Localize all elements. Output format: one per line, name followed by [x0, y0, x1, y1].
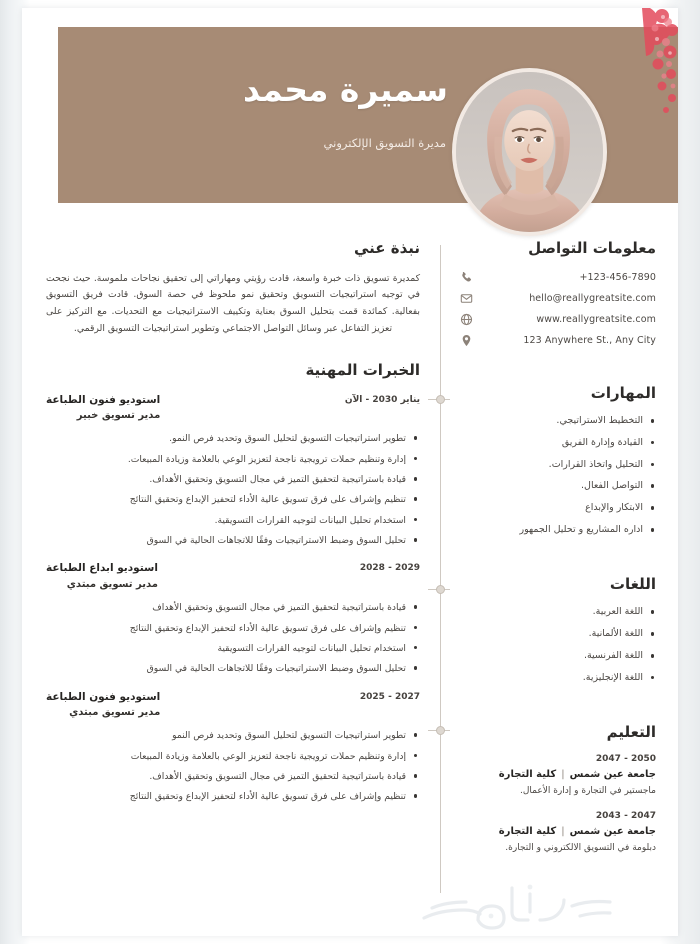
experience-entry-header — [46, 690, 420, 721]
education-heading-label: التعليم — [606, 722, 656, 741]
experience-bullet-item: استخدام تحليل البيانات لتوجيه القرارات التسويقية — [46, 642, 420, 655]
language-item: اللغة العربية. — [460, 606, 656, 619]
email-icon — [460, 292, 473, 305]
education-faculty: كلية التجارة — [498, 826, 557, 838]
experience-role: مدير تسويق خبير — [76, 410, 161, 422]
education-degree: ماجستير في التجارة و إدارة الأعمال. — [520, 786, 656, 797]
resume-page — [22, 8, 678, 936]
section-heading-skills — [460, 385, 656, 402]
resume-content — [22, 240, 678, 900]
phone-icon — [460, 271, 473, 284]
experience-entry — [46, 561, 420, 675]
contact-website-value: www.reallygreatsite.com — [536, 313, 656, 325]
experience-dates: 2025 - 2027 — [359, 691, 420, 702]
divider-node — [436, 395, 445, 404]
contact-item-address[interactable] — [460, 334, 656, 347]
education-entry — [460, 754, 656, 798]
watermark-text — [516, 925, 517, 927]
main-column — [46, 240, 420, 818]
skills-list — [460, 415, 656, 537]
column-divider — [440, 245, 441, 893]
experience-titles — [46, 561, 158, 592]
contact-list — [460, 271, 656, 347]
education-years: 2047 - 2050 — [595, 754, 656, 765]
education-institution — [460, 768, 656, 782]
education-degree: دبلومة في التسويق الالكتروني و التجارة. — [505, 843, 656, 854]
about-paragraph: كمديرة تسويق ذات خبرة واسعة، قادت رؤيتي ومهاراتي إلى تحقيق نجاحات ملموسة. حيث نجحت في توجيه استراتيجيات التسويق وتحقيق نمو ملحوظ في حصة السوق. قادت فريق التسويق بفعالية. كمائدة قمت بتحليل السوق بعناية وتكييف الاستراتيجيات مع التحديات. مع التركيز على تعزيز التفاعل عبر وسائل التواصل الاجتماعي وتطوير استراتيجيات التسويق الرقمي. — [46, 272, 420, 335]
experience-organization: استوديو فنون الطباعة — [46, 393, 161, 406]
languages-list — [460, 606, 656, 684]
avatar — [452, 68, 607, 236]
experience-bullet-item: تنظيم وإشراف على فرق تسويق عالية الأداء لتحفيز الإبداع وتحقيق النتائج — [46, 622, 420, 635]
experience-bullet-item: تطوير استراتيجيات التسويق لتحليل السوق وتحديد فرص النمو. — [46, 432, 420, 445]
education-separator: | — [561, 826, 565, 838]
experience-bullet-item: قيادة باستراتيجية لتحقيق التميز في مجال التسويق وتحقيق الأهداف — [46, 601, 420, 614]
experience-bullet-item: استخدام تحليل البيانات لتوجيه القرارات التسويقية. — [46, 514, 420, 527]
experience-bullet-item: تطوير استراتيجيات التسويق لتحليل السوق وتحديد فرص النمو — [46, 729, 420, 742]
experience-bullet-item: تحليل السوق وضبط الاستراتيجيات وفقًا للاتجاهات الحالية في السوق — [46, 662, 420, 675]
experience-bullet-item: قيادة باستراتيجية لتحقيق التميز في مجال التسويق وتحقيق الأهداف. — [46, 473, 420, 486]
experience-role: مدير تسويق مبتدي — [69, 707, 161, 719]
experience-dates: يناير 2030 - الآن — [344, 394, 420, 405]
experience-entry-header — [46, 393, 420, 424]
experience-titles — [46, 393, 160, 424]
skills-heading-label: المهارات — [590, 383, 656, 402]
experience-bullets — [46, 729, 420, 803]
language-item: اللغة الفرنسية. — [460, 650, 656, 663]
experience-heading-label: الخبرات المهنية — [305, 361, 420, 380]
section-heading-experience — [46, 362, 420, 379]
contact-item-phone[interactable] — [460, 271, 656, 284]
experience-organization: استوديو ابداع الطباعة — [46, 562, 158, 575]
experience-entry — [46, 690, 420, 804]
education-separator: | — [561, 769, 565, 781]
languages-heading-label: اللغات — [609, 574, 656, 593]
experience-list — [46, 393, 420, 804]
portrait-illustration — [456, 72, 603, 232]
experience-bullets — [46, 601, 420, 675]
education-faculty: كلية التجارة — [498, 769, 557, 781]
experience-role: مدير تسويق مبتدي — [66, 579, 158, 591]
contact-phone-value: +123-456-7890 — [579, 271, 656, 283]
education-entry — [460, 811, 656, 855]
location-icon — [460, 334, 473, 347]
contact-address-value: 123 Anywhere St., Any City — [523, 334, 656, 346]
skill-item: القيادة وإدارة الفريق — [460, 437, 656, 450]
education-institution — [460, 825, 656, 839]
experience-titles — [46, 690, 160, 721]
experience-entry-header — [46, 561, 420, 592]
experience-dates: 2028 - 2029 — [359, 563, 420, 574]
contact-item-email[interactable] — [460, 292, 656, 305]
experience-bullet-item: إدارة وتنظيم حملات ترويجية ناجحة لتعزيز الوعي بالعلامة وزيادة المبيعات — [46, 750, 420, 763]
section-heading-about — [46, 240, 420, 257]
experience-bullets — [46, 432, 420, 547]
skill-item: التحليل واتخاذ القرارات. — [460, 459, 656, 472]
candidate-name: سميرة محمد — [243, 70, 448, 109]
spacer — [460, 694, 656, 724]
language-item: اللغة الألمانية. — [460, 628, 656, 641]
experience-bullet-item: قيادة باستراتيجية لتحقيق التميز في مجال التسويق وتحقيق الأهداف. — [46, 770, 420, 783]
experience-bullet-item: تنظيم وإشراف على فرق تسويق عالية الأداء لتحفيز الإبداع وتحقيق النتائج — [46, 790, 420, 803]
education-university: جامعة عين شمس — [569, 769, 656, 781]
skill-item: التخطيط الاستراتيجي. — [460, 415, 656, 428]
experience-bullet-item: تحليل السوق وضبط الاستراتيجيات وفقًا للاتجاهات الحالية في السوق — [46, 534, 420, 547]
section-heading-languages — [460, 576, 656, 593]
skill-item: التواصل الفعال. — [460, 480, 656, 493]
contact-heading-label: معلومات التواصل — [528, 239, 656, 257]
skill-item: الابتكار والإبداع — [460, 502, 656, 515]
education-years: 2043 - 2047 — [595, 811, 656, 822]
divider-node — [436, 726, 445, 735]
spacer — [46, 338, 420, 362]
education-list — [460, 754, 656, 855]
spacer — [460, 355, 656, 385]
website-icon — [460, 313, 473, 326]
contact-email-value: hello@reallygreatsite.com — [529, 292, 656, 304]
education-university: جامعة عين شمس — [569, 826, 656, 838]
section-heading-education — [460, 724, 656, 741]
candidate-job-title: مديرة التسويق الإلكتروني — [323, 136, 446, 150]
experience-bullet-item: تنظيم وإشراف على فرق تسويق عالية الأداء لتحفيز الإبداع وتحقيق النتائج — [46, 493, 420, 506]
sidebar-column — [460, 240, 656, 868]
about-heading-label: نبذة عني — [353, 239, 420, 257]
experience-organization: استوديو فنون الطباعة — [46, 690, 161, 703]
divider-node — [436, 585, 445, 594]
section-heading-contact — [460, 240, 656, 257]
contact-item-website[interactable] — [460, 313, 656, 326]
experience-entry — [46, 393, 420, 548]
skill-item: اداره المشاريع و تحليل الجمهور — [460, 524, 656, 537]
spacer — [460, 546, 656, 576]
experience-bullet-item: إدارة وتنظيم حملات ترويجية ناجحة لتعزيز الوعي بالعلامة وزيادة المبيعات. — [46, 453, 420, 466]
language-item: اللغة الإنجليزية. — [460, 672, 656, 685]
